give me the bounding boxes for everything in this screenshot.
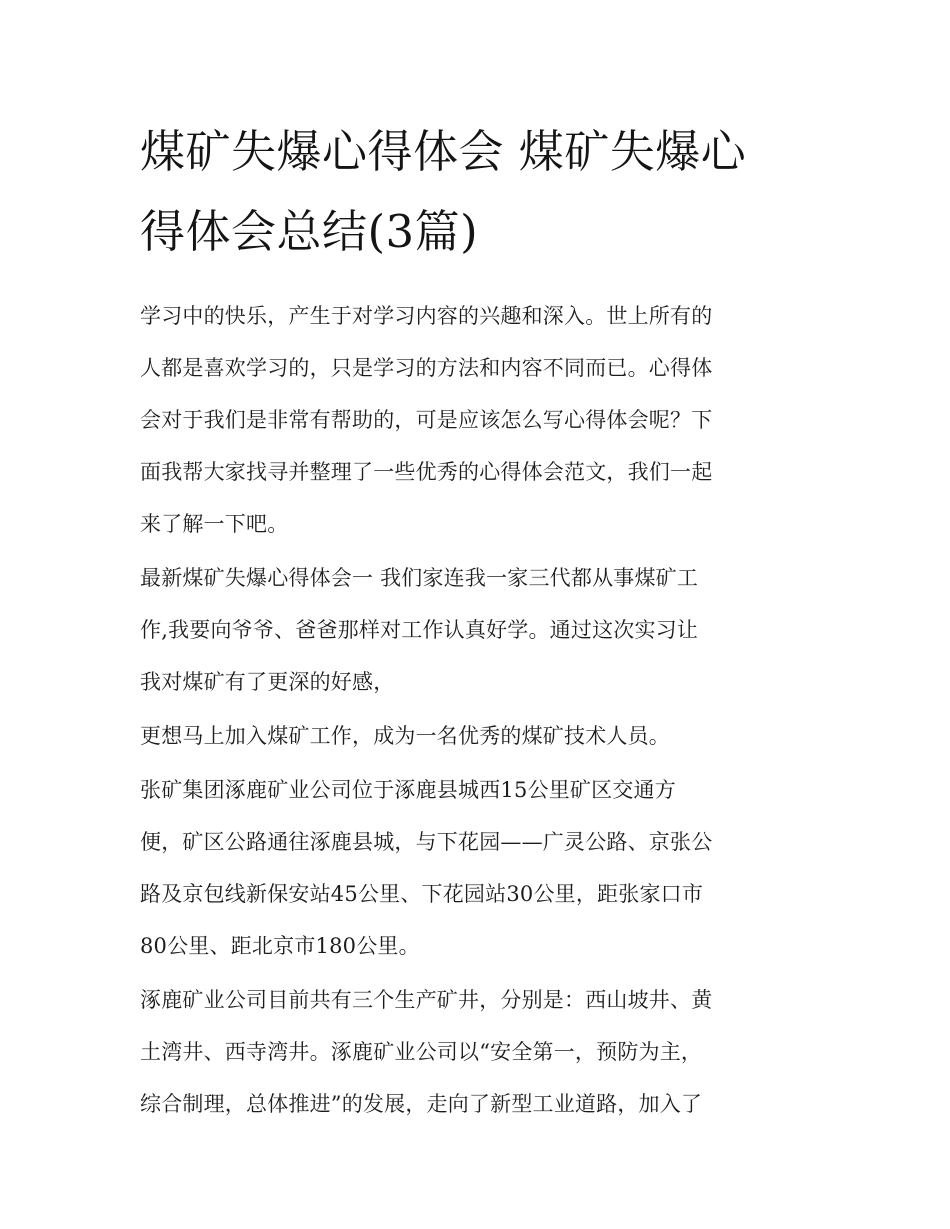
text-line: 来了解一下吧。 <box>140 512 289 536</box>
text-line: 便，矿区公路通往涿鹿县城，与下花园——广灵公路、京张公 <box>140 830 713 854</box>
text-line: 路及京包线新保安站45公里、下花园站30公里，距张家口市 <box>140 882 704 906</box>
document-title <box>140 112 812 272</box>
document-content <box>140 112 812 1132</box>
text-line: 作,我要向爷爷、爸爸那样对工作认真好学。通过这次实习让 <box>140 618 699 642</box>
text-line: 土湾井、西寺湾井。涿鹿矿业公司以“安全第一，预防为主， <box>140 1040 703 1064</box>
text-line: 会对于我们是非常有帮助的，可是应该怎么写心得体会呢？下 <box>140 408 713 432</box>
text-line: 面我帮大家找寻并整理了一些优秀的心得体会范文，我们一起 <box>140 460 713 484</box>
text-line: 张矿集团涿鹿矿业公司位于涿鹿县城西15公里矿区交通方 <box>140 778 676 802</box>
aspiration-paragraph <box>140 710 812 762</box>
text-line: 人都是喜欢学习的，只是学习的方法和内容不同而已。心得体 <box>140 356 713 380</box>
essay-one-paragraph <box>140 552 812 708</box>
intro-paragraph <box>140 290 812 550</box>
text-line: 80公里、距北京市180公里。 <box>140 934 420 958</box>
text-line: 涿鹿矿业公司目前共有三个生产矿井，分别是：西山坡井、黄 <box>140 988 713 1012</box>
text-line: 学习中的快乐，产生于对学习内容的兴趣和深入。世上所有的 <box>140 304 713 328</box>
text-line: 更想马上加入煤矿工作，成为一名优秀的煤矿技术人员。 <box>140 724 670 748</box>
text-line: 综合制理，总体推进”的发展，走向了新型工业道路，加入了 <box>140 1092 703 1116</box>
text-line: 我对煤矿有了更深的好感， <box>140 670 395 694</box>
title-line: 煤矿失爆心得体会 煤矿失爆心 <box>140 125 747 178</box>
mines-paragraph <box>140 974 812 1130</box>
text-line: 最新煤矿失爆心得体会一 我们家连我一家三代都从事煤矿工 <box>140 566 699 590</box>
location-paragraph <box>140 764 812 972</box>
title-line: 得体会总结(3篇) <box>140 205 479 258</box>
